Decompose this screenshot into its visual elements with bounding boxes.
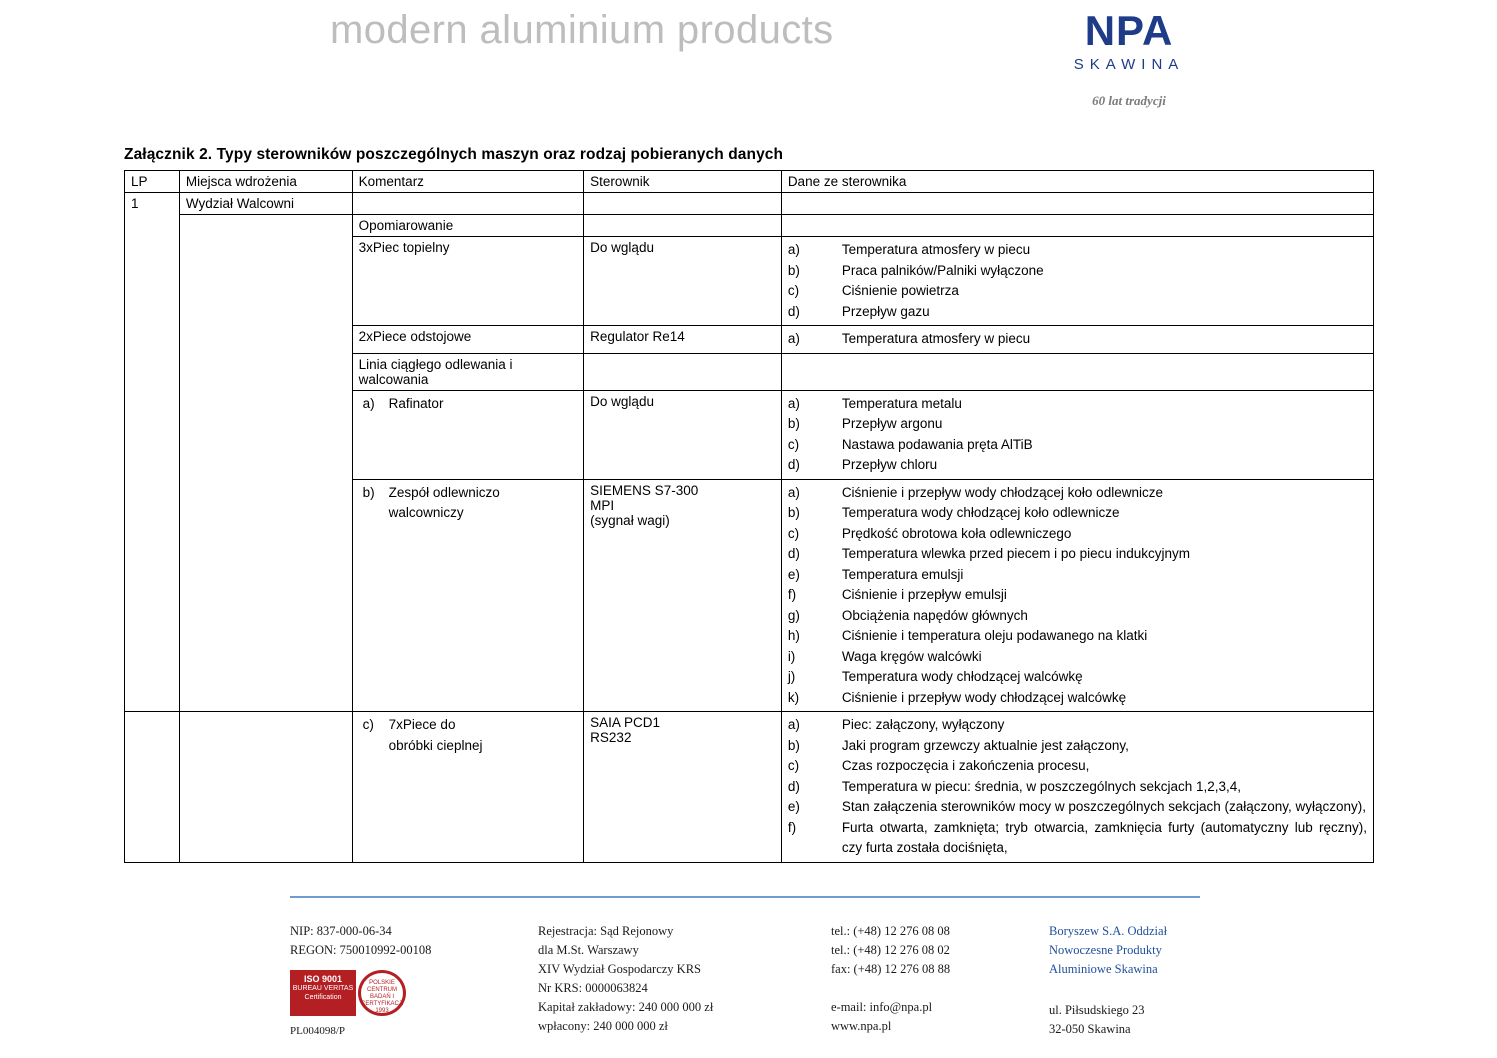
comment-lettered-item	[359, 483, 578, 524]
list-item	[787, 626, 1367, 647]
list-text: Przepływ chloru	[841, 457, 938, 472]
cell-controller	[584, 215, 782, 237]
list-item	[787, 797, 1367, 818]
comment-lettered-item	[359, 394, 578, 415]
controller-line: SIEMENS S7-300	[590, 482, 699, 498]
list-item	[787, 240, 1367, 261]
list-text: Temperatura wlewka przed piecem i po piecu indukcyjnym	[841, 546, 1190, 561]
document-title: Załącznik 2. Typy sterowników poszczególnych maszyn oraz rodzaj pobieranych danych	[124, 146, 784, 163]
list-item	[787, 715, 1367, 736]
list-text: Czas rozpoczęcia i zakończenia procesu,	[841, 758, 1090, 773]
registration-line: Kapitał zakładowy: 240 000 000 zł	[538, 1000, 714, 1014]
phone-2: tel.: (+48) 12 276 08 02	[831, 943, 950, 957]
column-header-lp: LP	[125, 171, 180, 193]
column-header-data: Dane ze sterownika	[781, 171, 1373, 193]
list-marker: d)	[787, 303, 800, 319]
comment-marker: b)	[362, 484, 375, 500]
list-item	[787, 394, 1367, 415]
list-text: Waga kręgów walcówki	[841, 648, 982, 664]
list-marker: b)	[787, 262, 800, 278]
certification-label: Certification	[304, 994, 342, 1001]
spacer	[831, 979, 1031, 998]
cell-comment: Linia ciągłego odlewania i walcowania	[352, 353, 584, 390]
cell-comment	[352, 479, 584, 712]
list-text: Ciśnienie powietrza	[841, 283, 959, 298]
column-header-place: Miejsca wdrożenia	[179, 171, 352, 193]
cell-comment	[352, 193, 584, 215]
cell-controller	[584, 193, 782, 215]
data-list	[788, 394, 1367, 476]
table-row	[125, 712, 1374, 863]
cell-controller	[584, 712, 782, 863]
cell-data	[781, 353, 1373, 390]
list-marker: a)	[787, 484, 800, 500]
list-item	[787, 667, 1367, 688]
list-item	[787, 565, 1367, 586]
list-text: Ciśnienie i przepływ wody chłodzącej koło odlewnicze	[841, 484, 1163, 500]
fax: fax: (+48) 12 276 08 88	[831, 962, 951, 976]
list-marker: k)	[787, 689, 800, 705]
list-text: Furta otwarta, zamknięta; tryb otwarcia, zamknięcia furty (automatyczny lub ręczny), czy furta została dociśnięta,	[841, 819, 1367, 855]
cell-comment: Opomiarowanie	[352, 215, 584, 237]
list-marker: i)	[787, 648, 796, 664]
list-marker: d)	[787, 457, 800, 472]
cell-data	[781, 326, 1373, 354]
bureau-veritas-label: BUREAU VERITAS	[292, 985, 354, 992]
list-item	[787, 756, 1367, 777]
column-header-controller: Sterownik	[584, 171, 782, 193]
list-text: Stan załączenia sterowników mocy w poszczególnych sekcjach (załączony, wyłączony),	[841, 799, 1367, 814]
cell-lp: 1	[125, 193, 180, 712]
registration-line: Nr KRS: 0000063824	[538, 981, 648, 995]
website: www.npa.pl	[831, 1019, 892, 1033]
comment-text: Rafinator	[388, 395, 444, 411]
cell-comment: 3xPiec topielny	[352, 237, 584, 326]
iso-label: ISO 9001	[303, 974, 343, 984]
list-marker: a)	[787, 395, 800, 411]
cell-data	[781, 390, 1373, 479]
list-item	[787, 302, 1367, 323]
list-marker: h)	[787, 628, 800, 643]
footer-nip: NIP: 837-000-06-34	[290, 924, 392, 938]
cell-place: Wydział Walcowni	[179, 193, 352, 215]
page-header	[0, 0, 1497, 130]
address-block	[1049, 1001, 1299, 1039]
logo-subtitle: SKAWINA	[1073, 56, 1185, 73]
list-text: Temperatura wody chłodzącej walcówkę	[841, 669, 1083, 684]
list-item	[787, 503, 1367, 524]
comment-text-line2: obróbki cieplnej	[388, 737, 483, 753]
footer-columns	[290, 922, 1470, 1041]
company-line: Aluminiowe Skawina	[1049, 962, 1158, 976]
list-item	[787, 329, 1367, 350]
data-list	[788, 240, 1367, 322]
list-marker: b)	[787, 416, 800, 431]
footer-column-registration	[538, 922, 831, 1041]
list-marker: a)	[787, 242, 800, 257]
list-item	[787, 435, 1367, 456]
list-item	[787, 281, 1367, 302]
comment-marker: a)	[362, 395, 375, 411]
comment-marker: c)	[362, 717, 374, 732]
list-item	[787, 647, 1367, 668]
logo-wordmark: NPA	[1084, 7, 1174, 54]
footer-column-contact	[831, 922, 1049, 1041]
address-line: ul. Piłsudskiego 23	[1049, 1003, 1145, 1017]
list-text: Przepływ argonu	[841, 416, 943, 431]
list-item	[787, 455, 1367, 476]
list-text: Ciśnienie i przepływ wody chłodzącej walcówkę	[841, 689, 1127, 705]
list-item	[787, 777, 1367, 798]
cell-controller: Do wglądu	[584, 390, 782, 479]
list-text: Prędkość obrotowa koła odlewniczego	[841, 525, 1072, 541]
data-list	[788, 329, 1367, 350]
cell-comment	[352, 390, 584, 479]
cell-place	[179, 215, 352, 712]
footer-column-company-ids	[290, 922, 538, 1041]
company-line: Nowoczesne Produkty	[1049, 943, 1162, 957]
controller-line: MPI	[590, 497, 615, 513]
table-header-row	[125, 171, 1374, 193]
cell-lp	[125, 712, 180, 863]
list-marker: f)	[787, 819, 797, 835]
list-marker: a)	[787, 717, 800, 732]
column-header-comment: Komentarz	[352, 171, 584, 193]
cell-controller	[584, 353, 782, 390]
cell-data	[781, 215, 1373, 237]
list-marker: a)	[787, 331, 800, 346]
list-item	[787, 818, 1367, 859]
footer-column-address	[1049, 922, 1317, 1041]
list-item	[787, 414, 1367, 435]
list-marker: f)	[787, 587, 797, 602]
registration-line: XIV Wydział Gospodarczy KRS	[538, 962, 701, 976]
pcbc-seal-icon: POLSKIE CENTRUM BADAŃ I CERTYFIKACJI 1993	[358, 970, 406, 1016]
cell-comment: 2xPiece odstojowe	[352, 326, 584, 354]
registration-line: wpłacony: 240 000 000 zł	[538, 1019, 668, 1033]
list-marker: e)	[787, 799, 800, 814]
list-item	[787, 261, 1367, 282]
cell-data	[781, 479, 1373, 712]
list-text: Temperatura atmosfery w piecu	[841, 331, 1031, 346]
list-text: Temperatura wody chłodzącej koło odlewnicze	[841, 505, 1120, 520]
registration-line: dla M.St. Warszawy	[538, 943, 639, 957]
list-item	[787, 585, 1367, 606]
table-row	[125, 193, 1374, 215]
iso-certificate-badge	[290, 970, 356, 1016]
list-text: Jaki program grzewczy aktualnie jest załączony,	[841, 737, 1129, 753]
list-text: Temperatura w piecu: średnia, w poszczególnych sekcjach 1,2,3,4,	[841, 778, 1242, 794]
certificate-code: PL004098/P	[290, 1025, 346, 1037]
data-list	[788, 715, 1367, 859]
cell-controller: Regulator Re14	[584, 326, 782, 354]
company-line: Boryszew S.A. Oddział	[1049, 924, 1168, 938]
certification-logos	[290, 970, 520, 1016]
list-marker: b)	[787, 737, 800, 753]
list-marker: c)	[787, 283, 800, 298]
list-text: Temperatura metalu	[841, 395, 962, 411]
list-marker: c)	[787, 758, 800, 773]
list-text: Praca palników/Palniki wyłączone	[841, 262, 1044, 278]
list-marker: d)	[787, 546, 800, 561]
list-item	[787, 483, 1367, 504]
list-marker: g)	[787, 607, 800, 623]
cell-data	[781, 712, 1373, 863]
cell-place	[179, 712, 352, 863]
registration-line: Rejestracja: Sąd Rejonowy	[538, 924, 674, 938]
list-text: Piec: załączony, wyłączony	[841, 717, 1005, 732]
comment-text-line1: 7xPiece do	[388, 717, 456, 732]
list-text: Ciśnienie i temperatura oleju podawanego na klatki	[841, 628, 1148, 643]
header-slogan: modern aluminium products	[330, 8, 834, 52]
data-list	[788, 483, 1367, 709]
footer-regon: REGON: 750010992-00108	[290, 943, 432, 957]
list-text: Temperatura atmosfery w piecu	[841, 242, 1031, 257]
cell-data	[781, 237, 1373, 326]
list-item	[787, 524, 1367, 545]
email: e-mail: info@npa.pl	[831, 1000, 933, 1014]
phone-1: tel.: (+48) 12 276 08 08	[831, 924, 950, 938]
list-item	[787, 736, 1367, 757]
list-text: Nastawa podawania pręta AlTiB	[841, 436, 1033, 452]
list-item	[787, 544, 1367, 565]
cell-controller	[584, 479, 782, 712]
list-text: Temperatura emulsji	[841, 566, 964, 582]
cell-data	[781, 193, 1373, 215]
page-footer	[0, 896, 1497, 1058]
controllers-table	[124, 170, 1374, 863]
comment-lettered-item	[359, 715, 578, 756]
comment-text: Zespół odlewniczo walcowniczy	[388, 484, 500, 520]
list-text: Obciążenia napędów głównych	[841, 607, 1028, 623]
list-marker: e)	[787, 566, 800, 582]
cell-controller: Do wglądu	[584, 237, 782, 326]
list-item	[787, 606, 1367, 627]
controller-line: SAIA PCD1	[590, 715, 660, 730]
logo-tagline: 60 lat tradycji	[1092, 93, 1166, 108]
list-marker: j)	[787, 669, 796, 684]
list-item	[787, 688, 1367, 709]
table-row	[125, 215, 1374, 237]
list-marker: d)	[787, 778, 800, 794]
footer-divider	[290, 896, 1200, 898]
controller-line: RS232	[590, 730, 632, 745]
npa-logo	[1029, 7, 1229, 109]
controller-line: (sygnał wagi)	[590, 512, 670, 528]
list-text: Ciśnienie i przepływ emulsji	[841, 587, 1007, 602]
cell-comment	[352, 712, 584, 863]
list-marker: c)	[787, 525, 800, 541]
list-text: Przepływ gazu	[841, 303, 930, 319]
list-marker: c)	[787, 436, 800, 452]
list-marker: b)	[787, 505, 800, 520]
address-line: 32-050 Skawina	[1049, 1022, 1131, 1036]
